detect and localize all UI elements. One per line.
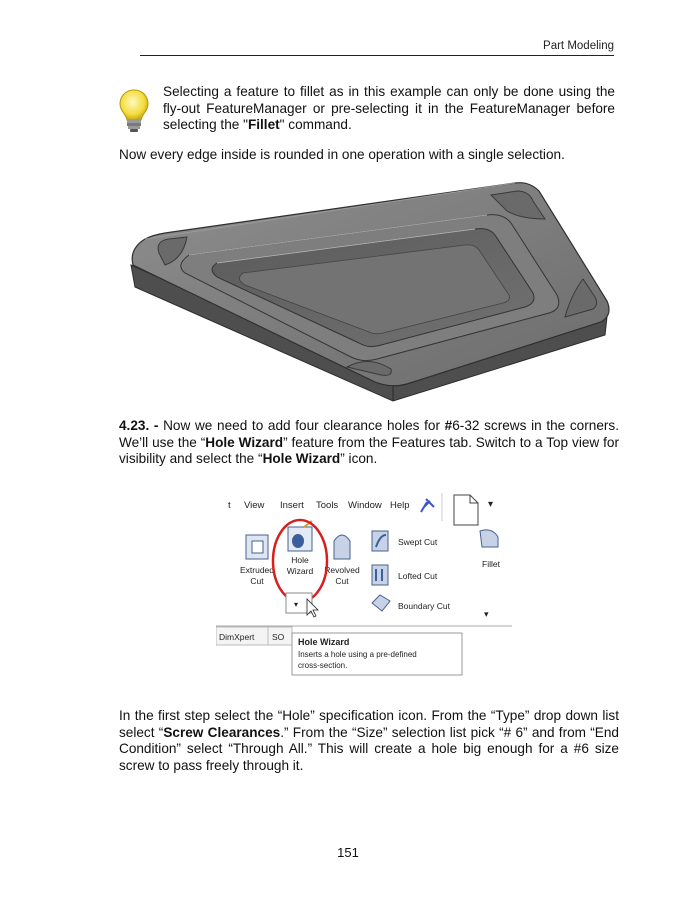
svg-text:DimXpert: DimXpert [219,632,255,642]
svg-text:Hole: Hole [291,555,309,565]
hole-wizard-button[interactable] [287,521,314,576]
tip-text: Selecting a feature to fillet as in this example can only be done using the fly-out FeatureManager or pre-selecting it in the FeatureManager before selecting the "Fillet" command. [163,84,615,132]
svg-text:Cut: Cut [335,576,349,586]
svg-text:Swept Cut: Swept Cut [398,537,438,547]
svg-text:Fillet: Fillet [482,559,500,569]
hole-spec-paragraph: In the first step select the “Hole” specification icon. From the “Type” drop down list select “Screw Clearances.” From the “Size” selection list pick “# 6” and from “End Condition” select “Through All.” This will create a hole big enough for a #6 size screw to pass freely through it. [119,708,619,773]
menu-item-truncated[interactable]: t [228,500,231,511]
features-toolbar-screenshot [216,485,512,677]
page-number: 151 [337,845,359,860]
lightbulb-icon [118,88,150,134]
header-rule [140,55,614,56]
svg-text:Inserts a hole using a pre-def: Inserts a hole using a pre-defined [298,650,417,659]
svg-text:Wizard: Wizard [286,566,314,576]
svg-text:cross-section.: cross-section. [298,661,348,670]
svg-text:Revolved: Revolved [324,565,360,575]
svg-text:SO: SO [272,632,285,642]
svg-text:Cut: Cut [250,576,264,586]
menu-item-insert[interactable]: Insert [280,500,304,511]
new-document-icon[interactable] [454,495,478,525]
svg-text:Hole Wizard: Hole Wizard [298,637,350,647]
step-4-23-paragraph: 4.23. - Now we need to add four clearance holes for #6-32 screws in the corners. We’ll use the “Hole Wizard” feature from the Features tab. Switch to a Top view for visibility and select the “Hole Wizard” icon. [119,418,619,466]
menu-item-tools[interactable]: Tools [316,500,339,511]
menu-item-window[interactable]: Window [348,500,382,511]
svg-text:Lofted Cut: Lofted Cut [398,571,438,581]
hole-wizard-tooltip [292,633,462,675]
svg-text:Extruded: Extruded [239,565,275,575]
svg-text:▾: ▾ [294,600,299,609]
svg-text:Boundary Cut: Boundary Cut [398,601,450,611]
menu-item-help[interactable]: Help [390,500,410,511]
paragraph-fillet-result: Now every edge inside is rounded in one operation with a single selection. [119,147,565,162]
dropdown-arrow[interactable]: ▾ [488,499,494,510]
menu-item-view[interactable]: View [244,500,265,511]
fillet-dropdown-arrow[interactable]: ▾ [484,609,489,619]
filleted-part-image [125,177,615,407]
running-header: Part Modeling [543,40,614,52]
